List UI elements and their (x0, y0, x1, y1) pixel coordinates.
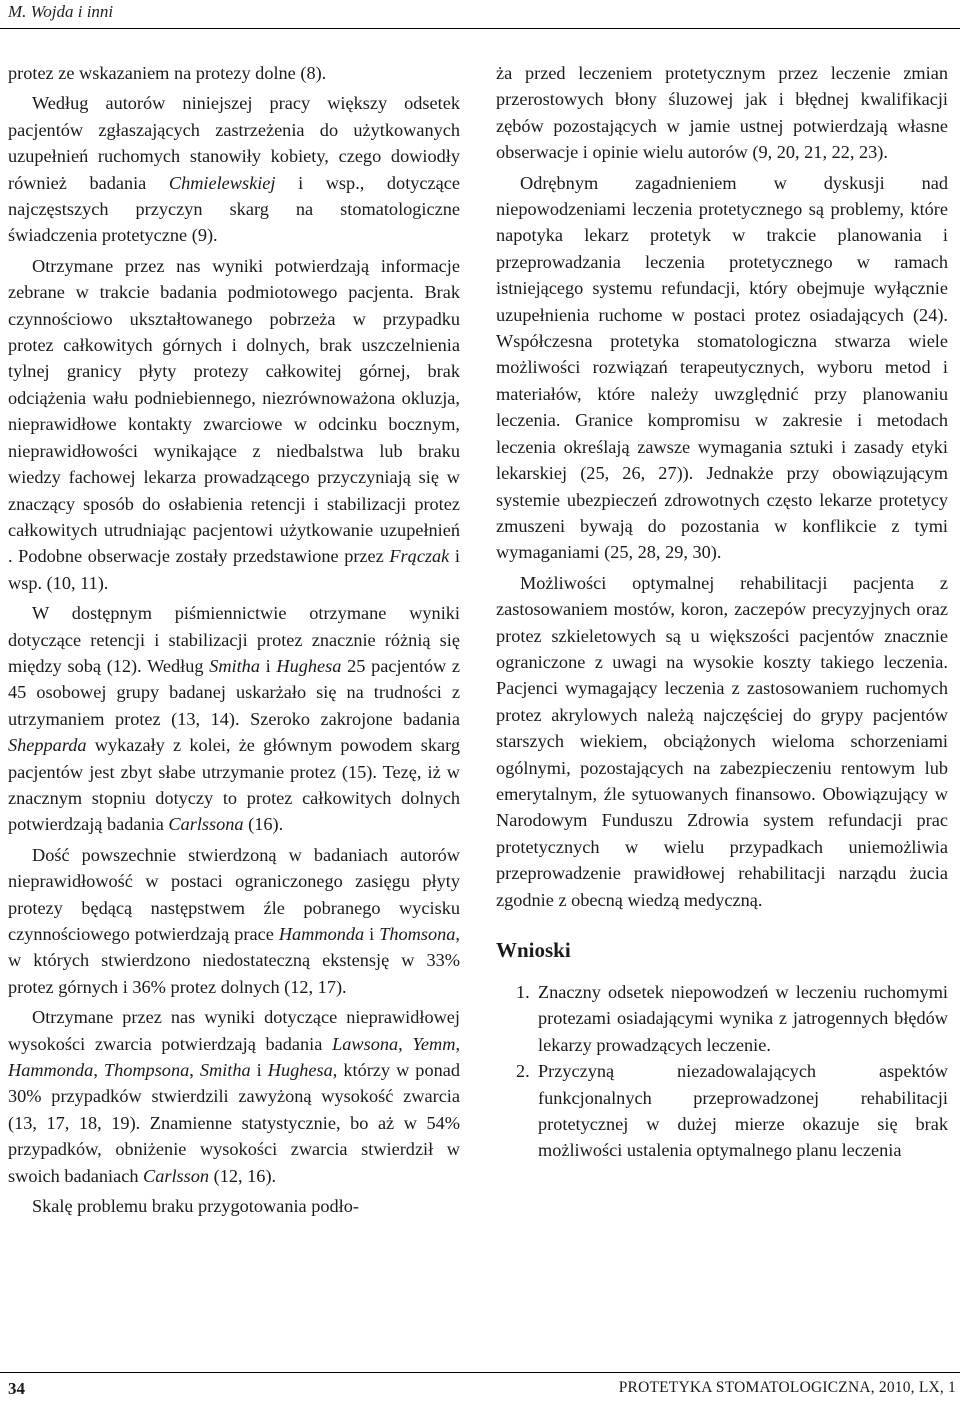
paragraph: Odrębnym zagadnieniem w dyskusji nad niepowodzeniami leczenia protetycznego są problemy, które napotyka lekarz protetyk w trakcie planowania i przeprowadzania leczenia protetycznego w ramach istniejącego systemu refundacji, który obejmuje wyłącznie uzupełnienia ruchome w postaci protez osiadających (24). Współczesna protetyka stomatologiczna stwarza wiele możliwości rozwiązań terapeutycznych, wyboru metod i materiałów, które należy uwzględnić przy planowaniu leczenia. Granice kompromisu w zakresie i metodach leczenia określają zawsze wymagania sztuki i zasady etyki lekarskiej (25, 26, 27)). Jednakże przy obowiązującym systemie ubezpieczeń zdrowotnych często lekarze protetycy zmuszeni bywają do pozostania w konflikcie z tymi wymaganiami (25, 28, 29, 30). (496, 172, 948, 563)
list-item-text: Przyczyną niezadowalających aspektów funkcjonalnych przeprowadzonej rehabilitacji protetycznej w dużej mierze okazuje się brak możliwości ustalenia optymalnego planu leczenia (538, 1061, 948, 1161)
left-column (8, 60, 460, 1223)
list-item (516, 1058, 948, 1164)
author-name: Smitha (209, 655, 260, 676)
footer-rule (0, 1372, 960, 1373)
author-name: Yemm (412, 1033, 456, 1054)
paragraph: protez ze wskazaniem na protezy dolne (8). (8, 63, 327, 83)
author-name: Shepparda (8, 735, 87, 756)
list-item-text: Znaczny odsetek niepowodzeń w leczeniu ruchomymi protezami osiadającymi wynika z jatrogennych błędów lekarzy prowadzących leczenie. (538, 982, 948, 1055)
author-name: Thompsona (103, 1060, 190, 1081)
author-name: Frączak (389, 546, 450, 567)
author-name: Thomsona (379, 924, 456, 944)
paragraph: Możliwości optymalnej rehabilitacji pacjenta z zastosowaniem mostów, koron, zaczepów precyzyjnych oraz protez szkieletowych są u większości pacjentów znacznie ograniczone z uwagi na wysokie koszty takiego leczenia. Pacjenci wymagający leczenia z zastosowaniem ruchomych protez akrylowych należą najczęściej do grypy pacjentów starszych wiekiem, obciążonych wieloma schorzeniami ogólnymi, pozostających na zabezpieczeniu rentowym lub emerytalnym, źle sytuowanych finansowo. Obowiązujący w Narodowym Funduszu Zdrowia system refundacji prac protetycznych w wielu przypadkach uniemożliwia przeprowadzenie prawidłowej rehabilitacji narządu żucia zgodnie z obecną wiedzą medyczną. (496, 572, 948, 910)
page-number: 34 (8, 1379, 25, 1398)
list-number: 1. (516, 982, 530, 1002)
author-name: Carlssona (168, 814, 244, 835)
author-name: Hammonda (8, 1060, 94, 1081)
author-name: Chmielewskiej (168, 172, 276, 193)
right-column (496, 60, 948, 1164)
author-name: Lawsona (332, 1033, 399, 1054)
author-name: Carlsson (143, 1165, 210, 1186)
header-rule (0, 28, 960, 29)
conclusions-list (496, 979, 948, 1164)
list-item (516, 979, 948, 1058)
author-name: Hughesa (267, 1060, 333, 1081)
paragraph: Otrzymane przez nas wyniki dotyczące nieprawidłowej wysokości zwarcia potwierdzają badania Lawsona, Yemm, Hammonda, Thompsona, Smitha i Hughesa, którzy w ponad 30% przypadków stwierdzili zawyżoną wysokość zwarcia (13, 17, 18, 19). Znamienne statystycznie, bo aż w 54% przypadków, obniżenie wysokości zwarcia stwierdził w swoich badaniach Carlsson (12, 16). (8, 1007, 461, 1186)
list-number: 2. (516, 1061, 530, 1082)
paragraph: Skalę problemu braku przygotowania podło- (32, 1196, 359, 1217)
paragraph: Otrzymane przez nas wyniki potwierdzają informacje zebrane w trakcie badania podmiotowego pacjenta. Brak czynnościowo ukształtowanego pobrzeża w przypadku protez całkowitych górnych i dolnych, brak uszczelnienia tylnej granicy płyty protezy całkowitej górnej, brak odciążenia wału podniebiennego, niezrównoważona okluzja, nieprawidłowe kontakty zwarciowe w odcinku bocznym, nieprawidłowości wynikające z niedbalstwa lub braku wiedzy fachowej lekarza prowadzącego przyczyniają się w znaczący sposób do osłabienia retencji i stabilizacji protez całkowitych utrudniając pacjentowi użytkowanie uzupełnień . Podobne obserwacje zostały przedstawione przez Frączak i wsp. (10, 11). (8, 255, 460, 593)
journal-name: PROTETYKA STOMATOLOGICZNA, 2010, LX, 1 (618, 1379, 956, 1396)
paragraph: ża przed leczeniem protetycznym przez leczenie zmian przerostowych błony śluzowej jak i błędnej kwalifikacji zębów pozostających w jamie ustnej potwierdzają własne obserwacje i opinie wielu autorów (9, 20, 21, 22, 23). (496, 63, 948, 163)
paragraph: Według autorów niniejszej pracy większy odsetek pacjentów zgłaszających zastrzeżenia do użytkowanych uzupełnień ruchomych stanowiły kobiety, czego dowiodły również badania Chmielewskiej i wsp., dotyczące najczęstszych przyczyn skarg na stomatologiczne świadczenia protetyczne (9). (8, 93, 460, 246)
paragraph: W dostępnym piśmiennictwie otrzymane wyniki dotyczące retencji i stabilizacji protez znacznie różnią się między sobą (12). Według Smitha i Hughesa 25 pacjentów z 45 osobowej grupy badanej uskarżało się na trudności z utrzymaniem protez (13, 14). Szeroko zakrojone badania Shepparda wykazały z kolei, że głównym powodem skarg pacjentów jest zbyt słabe utrzymanie protez (15). Tezę, iż w znacznym stopniu dotyczy to protez całkowitych dolnych potwierdzają badania Carlssona (16). (8, 603, 460, 835)
author-name: Smitha (199, 1060, 251, 1081)
section-heading-conclusions: Wnioski (496, 938, 571, 962)
author-name: Hammonda (278, 924, 365, 944)
paragraph: Dość powszechnie stwierdzoną w badaniach autorów nieprawidłowość w postaci ograniczonego zasięgu płyty protezy będącą następstwem źle pobranego wycisku czynnościowego potwierdzają prace Hammonda i Thomsona, w których stwierdzono niedostateczną ekstensję w 33% protez górnych i 36% protez dolnych (12, 17). (8, 844, 460, 997)
running-head: M. Wojda i inni (8, 2, 114, 21)
author-name: Hughesa (276, 655, 342, 676)
